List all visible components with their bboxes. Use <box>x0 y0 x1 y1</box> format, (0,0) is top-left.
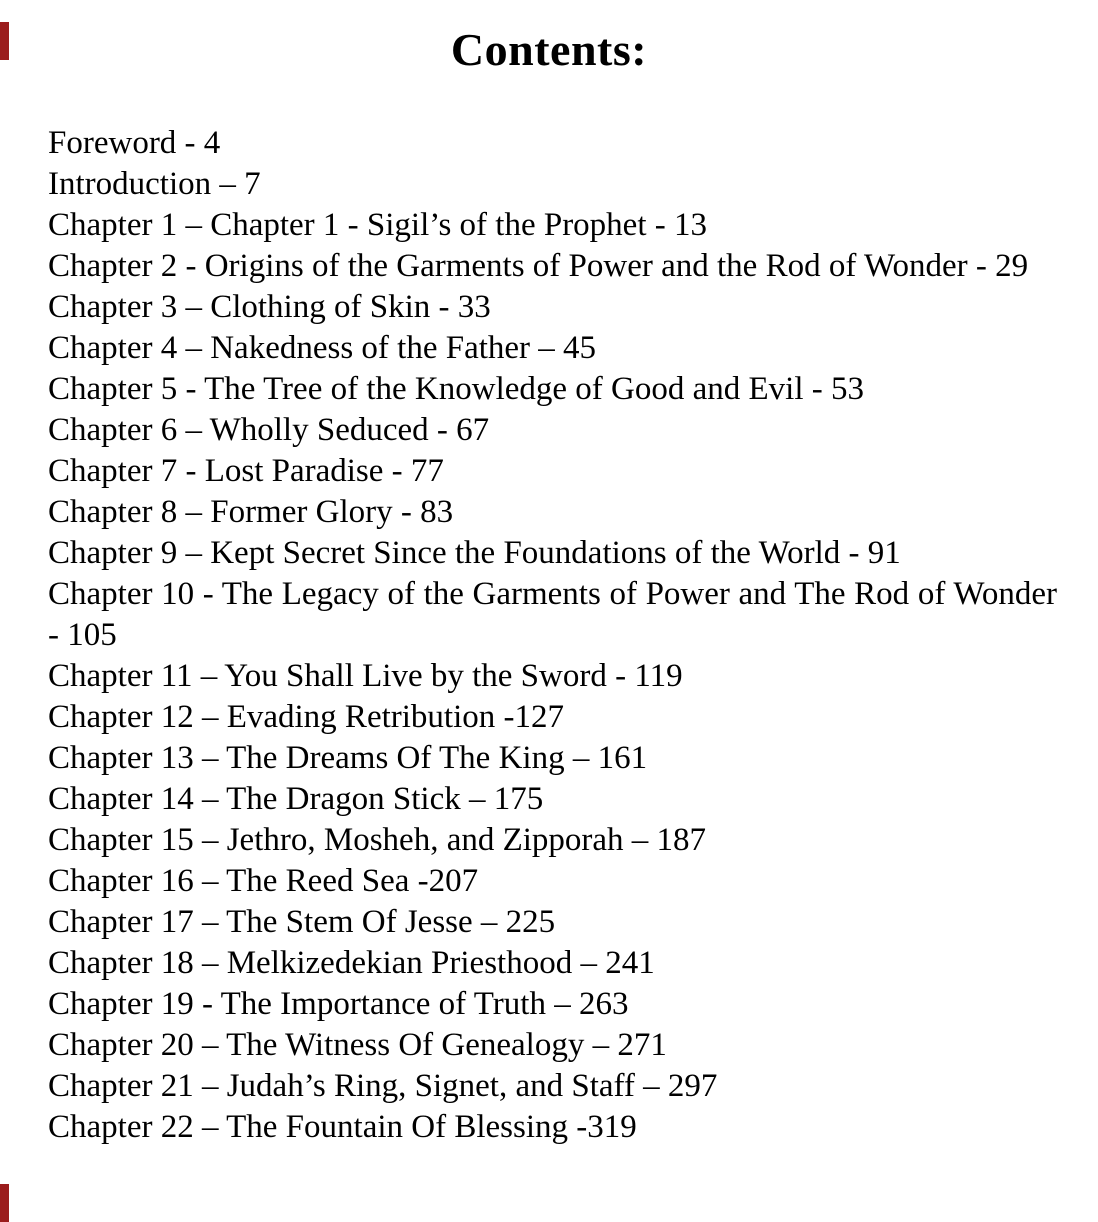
toc-entry: Foreword - 4 <box>48 125 221 161</box>
toc-entry: Chapter 7 - Lost Paradise - 77 <box>48 453 444 489</box>
toc-entry: Chapter 3 – Clothing of Skin - 33 <box>48 289 491 325</box>
toc-entry: Chapter 9 – Kept Secret Since the Foundations of the World - 91 <box>48 535 901 571</box>
toc-entry: Chapter 21 – Judah’s Ring, Signet, and Staff – 297 <box>48 1068 718 1104</box>
toc-entry: Chapter 13 – The Dreams Of The King – 161 <box>48 740 648 776</box>
toc-entry: Chapter 19 - The Importance of Truth – 263 <box>48 986 629 1022</box>
toc-entry: Chapter 4 – Nakedness of the Father – 45 <box>48 330 597 366</box>
toc-entry: Chapter 8 – Former Glory - 83 <box>48 494 454 530</box>
toc-entry: Chapter 22 – The Fountain Of Blessing -319 <box>48 1109 637 1145</box>
toc-entry: Chapter 14 – The Dragon Stick – 175 <box>48 781 544 817</box>
toc-entry: Introduction – 7 <box>48 166 261 202</box>
page-edge-mark-top <box>0 22 9 60</box>
document-page <box>0 22 1098 1222</box>
toc-entry: Chapter 11 – You Shall Live by the Sword - 119 <box>48 658 683 694</box>
toc-entry: Chapter 5 - The Tree of the Knowledge of Good and Evil - 53 <box>48 371 864 407</box>
toc-entry: Chapter 12 – Evading Retribution -127 <box>48 699 564 735</box>
page-title: Contents: <box>450 24 648 75</box>
toc-entry: Chapter 18 – Melkizedekian Priesthood – 241 <box>48 945 655 981</box>
toc-entry: Chapter 17 – The Stem Of Jesse – 225 <box>48 904 556 940</box>
toc-entry: Chapter 16 – The Reed Sea -207 <box>48 863 479 899</box>
toc-entry: Chapter 2 - Origins of the Garments of Power and the Rod of Wonder - 29 <box>48 248 1029 284</box>
toc-entry: Chapter 6 – Wholly Seduced - 67 <box>48 412 490 448</box>
toc-entry: Chapter 20 – The Witness Of Genealogy – 271 <box>48 1027 667 1063</box>
toc-entry: Chapter 10 - The Legacy of the Garments of Power and The Rod of Wonder - 105 <box>48 576 1057 653</box>
toc-entry: Chapter 1 – Chapter 1 - Sigil’s of the Prophet - 13 <box>48 207 707 243</box>
page-edge-mark-bottom <box>0 1184 9 1222</box>
toc-list <box>48 123 1057 1148</box>
toc-entry: Chapter 15 – Jethro, Mosheh, and Zipporah – 187 <box>48 822 707 858</box>
